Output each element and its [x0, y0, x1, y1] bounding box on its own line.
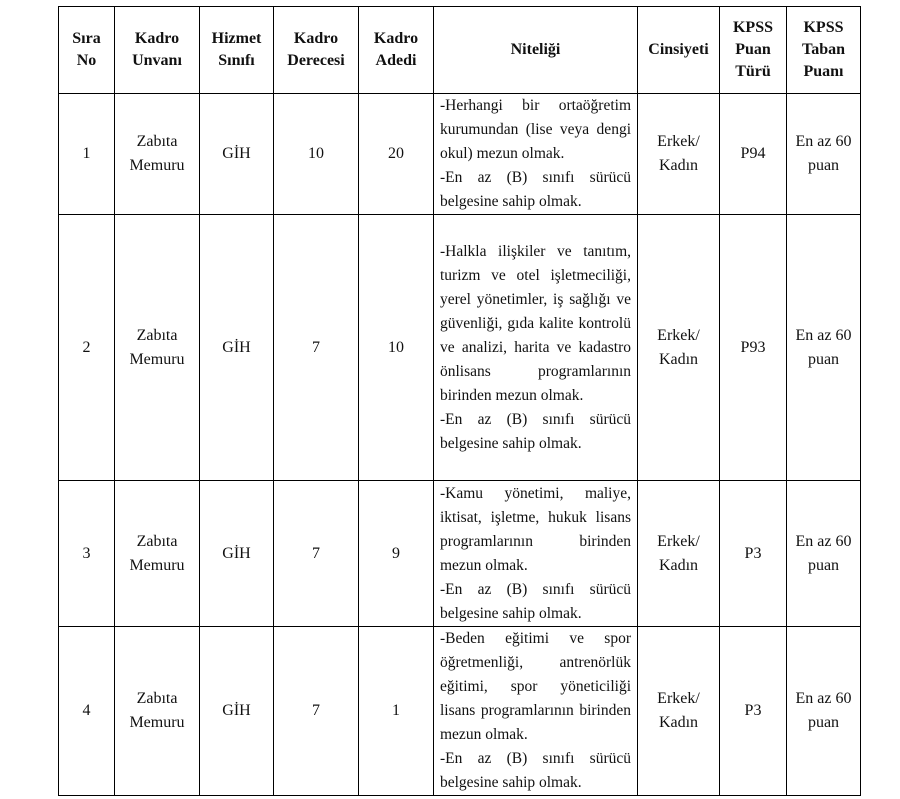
table-row [59, 481, 861, 627]
cell-sinif: GİH [200, 627, 274, 796]
table-row [59, 94, 861, 215]
nitelik-license: -En az (B) sınıfı sürücü belgesine sahip olmak. [440, 750, 631, 791]
header-kpss-puan-turu: KPSS Puan Türü [720, 7, 787, 94]
cell-nitelik [434, 481, 638, 627]
cell-puan-turu: P94 [720, 94, 787, 215]
cell-nitelik [434, 215, 638, 481]
cell-sinif: GİH [200, 481, 274, 627]
cell-cinsiyet: Erkek/ Kadın [638, 215, 720, 481]
cell-cinsiyet: Erkek/ Kadın [638, 94, 720, 215]
header-row [59, 7, 861, 94]
cell-derece: 7 [274, 215, 359, 481]
kadro-table [58, 6, 861, 796]
nitelik-education: -Halkla ilişkiler ve tanıtım, turizm ve otel işletmeciliği, yerel yönetimler, iş sağlığı ve güvenliği, gıda kalite kontrolü ve analizi, harita ve kadastro önlisans programlarının birinden mezun olmak. [440, 242, 631, 404]
cell-adet: 9 [359, 481, 434, 627]
cell-sira: 3 [59, 481, 115, 627]
cell-taban-puan: En az 60 puan [787, 215, 861, 481]
table-row [59, 627, 861, 796]
cell-unvan: Zabıta Memuru [115, 481, 200, 627]
cell-puan-turu: P3 [720, 627, 787, 796]
cell-puan-turu: P93 [720, 215, 787, 481]
cell-taban-puan: En az 60 puan [787, 481, 861, 627]
cell-sira: 4 [59, 627, 115, 796]
nitelik-education: -Herhangi bir ortaöğretim kurumundan (lise veya dengi okul) mezun olmak. [440, 97, 631, 162]
header-kadro-adedi: Kadro Adedi [359, 7, 434, 94]
cell-sinif: GİH [200, 94, 274, 215]
cell-taban-puan: En az 60 puan [787, 94, 861, 215]
nitelik-license: -En az (B) sınıfı sürücü belgesine sahip olmak. [440, 169, 631, 210]
cell-puan-turu: P3 [720, 481, 787, 627]
cell-sira: 1 [59, 94, 115, 215]
nitelik-education: -Kamu yönetimi, maliye, iktisat, işletme, hukuk lisans programlarının birinden mezun olmak. [440, 484, 631, 574]
cell-nitelik [434, 627, 638, 796]
cell-cinsiyet: Erkek/ Kadın [638, 627, 720, 796]
cell-derece: 10 [274, 94, 359, 215]
cell-derece: 7 [274, 481, 359, 627]
cell-sira: 2 [59, 215, 115, 481]
header-kpss-taban-puani: KPSS Taban Puanı [787, 7, 861, 94]
cell-taban-puan: En az 60 puan [787, 627, 861, 796]
cell-cinsiyet: Erkek/ Kadın [638, 481, 720, 627]
cell-derece: 7 [274, 627, 359, 796]
nitelik-license: -En az (B) sınıfı sürücü belgesine sahip olmak. [440, 410, 631, 452]
cell-unvan: Zabıta Memuru [115, 215, 200, 481]
cell-unvan: Zabıta Memuru [115, 94, 200, 215]
header-sira-no: Sıra No [59, 7, 115, 94]
table-row [59, 215, 861, 481]
header-hizmet-sinifi: Hizmet Sınıfı [200, 7, 274, 94]
header-niteligi: Niteliği [434, 7, 638, 94]
header-cinsiyeti: Cinsiyeti [638, 7, 720, 94]
cell-adet: 1 [359, 627, 434, 796]
cell-adet: 10 [359, 215, 434, 481]
cell-nitelik [434, 94, 638, 215]
header-kadro-unvani: Kadro Unvanı [115, 7, 200, 94]
header-kadro-derecesi: Kadro Derecesi [274, 7, 359, 94]
cell-unvan: Zabıta Memuru [115, 627, 200, 796]
cell-sinif: GİH [200, 215, 274, 481]
nitelik-license: -En az (B) sınıfı sürücü belgesine sahip olmak. [440, 580, 631, 622]
nitelik-education: -Beden eğitimi ve spor öğretmenliği, antrenörlük eğitimi, spor yöneticiliği lisans programlarının birinden mezun olmak. [440, 630, 631, 743]
cell-adet: 20 [359, 94, 434, 215]
